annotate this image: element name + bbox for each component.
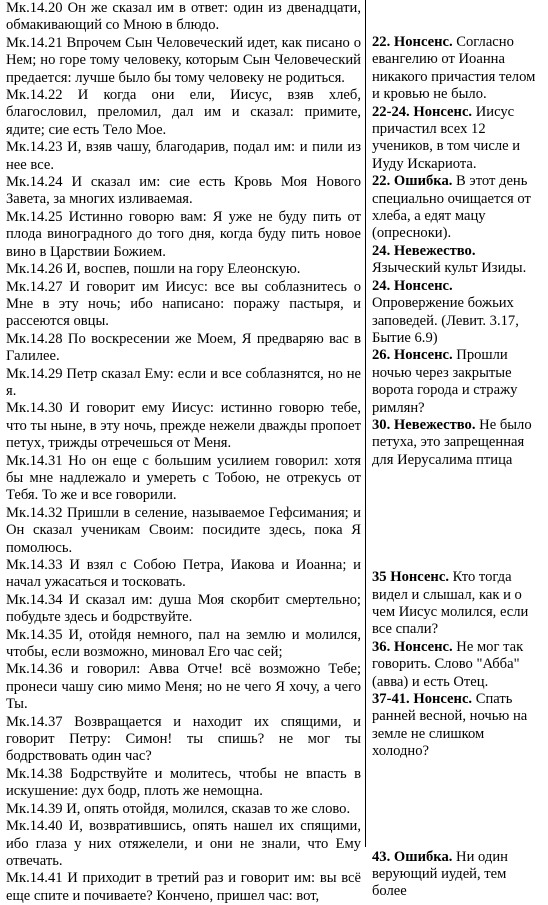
note-text: Не было петуха, это запрещенная для Иерусалима птица <box>372 416 532 468</box>
note-22-24-nonsense <box>372 104 544 174</box>
note-37-41-nonsense <box>372 691 544 761</box>
verse-14-30: Мк.14.30 И говорит ему Иисус: истинно говорю тебе, что ты ныне, в эту ночь, прежде нежели дважды пропоет петух, трижды отречешься от Меня. <box>6 400 361 452</box>
note-24-nonsense <box>372 278 544 348</box>
note-heading: 24. Невежество. <box>372 242 476 259</box>
note-24-ignorance <box>372 243 544 278</box>
note-26-nonsense <box>372 347 544 417</box>
verse-14-21: Мк.14.21 Впрочем Сын Человеческий идет, как писано о Нем; но горе тому человеку, которым Сын Человеческий предается: лучше было бы тому человеку не родиться. <box>6 34 361 86</box>
verse-14-26: Мк.14.26 И, воспев, пошли на гору Елеонскую. <box>6 261 301 278</box>
note-heading: 26. Нонсенс. <box>372 347 453 364</box>
note-text: Не мог так говорить. Слово "Абба" (авва) и есть Отец. <box>372 638 524 690</box>
note-36-nonsense <box>372 639 544 691</box>
spacer <box>372 0 544 34</box>
note-heading: 43. Ошибка. <box>372 848 453 865</box>
note-heading: 36. Нонсенс. <box>372 638 453 655</box>
note-35-nonsense <box>372 569 544 639</box>
note-text: Согласно евангелию от Иоанна никакого причастия телом и кровью не было. <box>372 34 536 103</box>
verse-14-32: Мк.14.32 Пришли в селение, называемое Гефсимания; и Он сказал ученикам Своим: посидите здесь, пока Я помолюсь. <box>6 504 361 556</box>
note-text: Прошли ночью через закрытые ворота города и стражу римлян? <box>372 347 518 416</box>
verse-14-33: Мк.14.33 И взял с Собою Петра, Иакова и Иоанна; и начал ужасаться и тосковать. <box>6 557 361 591</box>
note-text: Опровержение божьих заповедей. (Левит. 3.17, Бытие 6.9) <box>372 295 519 346</box>
verse-14-39: Мк.14.39 И, опять отойдя, молился, сказав то же слово. <box>6 800 351 817</box>
note-22-nonsense <box>372 34 544 104</box>
note-43-error <box>372 849 544 901</box>
verse-14-23: Мк.14.23 И, взяв чашу, благодарив, подал им: и пили из нее все. <box>6 139 361 173</box>
verse-14-40: Мк.14.40 И, возвратившись, опять нашел их спящими, ибо глаза у них отяжелели, и они не знали, что Ему отвечать. <box>6 818 361 869</box>
note-text: Спать ранней весной, ночью на земле не слишком холодно? <box>372 691 528 760</box>
note-heading: 37-41. Нонсенс. <box>372 691 473 707</box>
verse-14-34: Мк.14.34 И сказал им: душа Моя скорбит смертельно; побудьте здесь и бодрствуйте. <box>6 591 361 626</box>
note-text: Ни один верующий иудей, тем более <box>372 848 508 900</box>
verse-14-38: Мк.14.38 Бодрствуйте и молитесь, чтобы не впасть в искушение: дух бодр, плоть же немощна. <box>6 765 361 800</box>
verse-14-27: Мк.14.27 И говорит им Иисус: все вы соблазнитесь о Мне в эту ночь; ибо написано: поражу пастыря, и рассеются овцы. <box>6 278 361 330</box>
note-text: В этот день специально очищается от хлеба, а едят мацу (опресноки). <box>372 173 531 242</box>
note-text: Кто тогда видел и слышал, как и о чем Иисус молился, если все спали? <box>372 569 529 638</box>
note-30-ignorance <box>372 417 544 469</box>
verse-14-24: Мк.14.24 И сказал им: сие есть Кровь Моя Нового Завета, за многих изливаемая. <box>6 174 361 208</box>
verse-14-36: Мк.14.36 и говорил: Авва Отче! всё возможно Тебе; пронеси чашу сию мимо Меня; но не чего Я хочу, а чего Ты. <box>6 661 361 713</box>
verse-14-41: Мк.14.41 И приходит в третий раз и говорит им: вы всё еще спите и почиваете? Кончено, пришел час: вот, <box>6 870 361 904</box>
note-text: Иисус причастил всех 12 учеников, в том числе и Иуду Искариота. <box>372 103 521 172</box>
verse-14-29: Мк.14.29 Петр сказал Ему: если и все соблазнятся, но не я. <box>6 365 361 399</box>
verse-14-22: Мк.14.22 И когда они ели, Иисус, взяв хлеб, благословил, преломил, дал им и сказал: примите, ядите; сие есть Тело Мое. <box>6 87 361 138</box>
note-heading: 30. Невежество. <box>372 416 476 433</box>
verse-14-25: Мк.14.25 Истинно говорю вам: Я уже не буду пить от плода виноградного до того дня, когда буду пить новое вино в Царствии Божием. <box>6 208 361 260</box>
note-heading: 24. Нонсенс. <box>372 277 453 294</box>
spacer <box>372 761 544 849</box>
note-heading: 22. Ошибка. <box>372 173 453 190</box>
note-heading: 22-24. Нонсенс. <box>372 103 473 120</box>
note-heading: 22. Нонсенс. <box>372 34 453 50</box>
verse-14-37: Мк.14.37 Возвращается и находит их спящими, и говорит Петру: Симон! ты спишь? не мог ты бодрствовать один час? <box>6 713 361 765</box>
verse-14-28: Мк.14.28 По воскресении же Моем, Я предваряю вас в Галилее. <box>6 330 361 365</box>
note-22-error <box>372 173 544 243</box>
commentary-column <box>366 0 548 900</box>
note-heading: 35 Нонсенс. <box>372 569 449 586</box>
verse-14-31: Мк.14.31 Но он еще с большим усилием говорил: хотя бы мне надлежало и умереть с Тобою, не отрекусь от Тебя. То же и все говорили. <box>6 452 361 504</box>
spacer <box>372 469 544 569</box>
note-text: Языческий культ Изиды. <box>372 260 527 277</box>
verse-14-35: Мк.14.35 И, отойдя немного, пал на землю и молился, чтобы, если возможно, миновал Его час сей; <box>6 626 361 661</box>
verse-14-20: Мк.14.20 Он же сказал им в ответ: один из двенадцати, обмакивающий со Мною в блюдо. <box>6 0 361 34</box>
